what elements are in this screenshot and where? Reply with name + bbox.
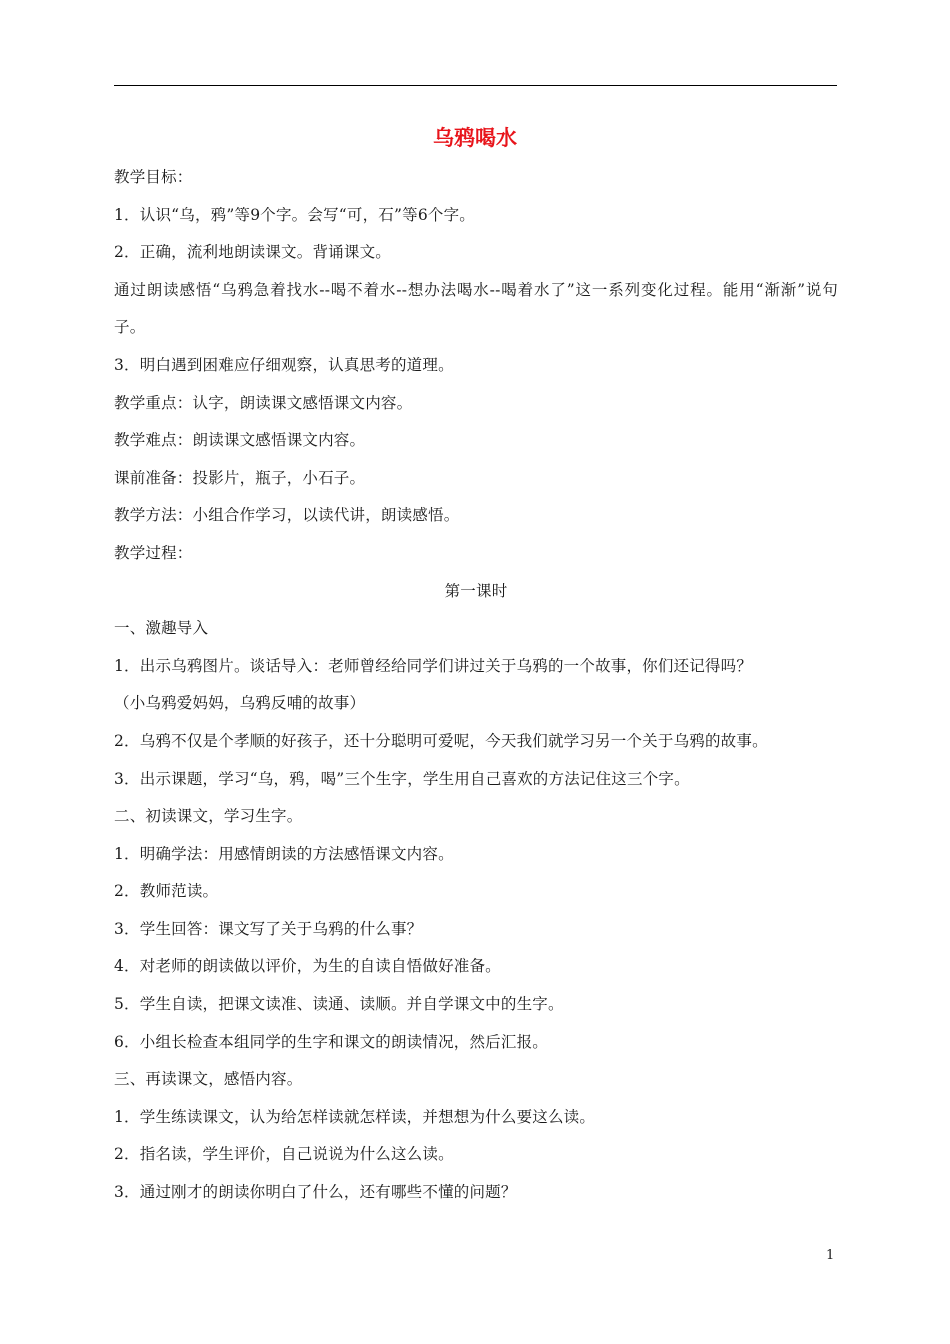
text-line: 1．学生练读课文，认为给怎样读就怎样读，并想想为什么要这么读。 [114,1107,596,1126]
text-line: 2．乌鸦不仅是个孝顺的好孩子，还十分聪明可爱呢，今天我们就学习另一个关于乌鸦的故事。 [114,731,768,750]
text-line: 2．教师范读。 [114,882,219,901]
text-line: 教学方法：小组合作学习，以读代讲，朗读感悟。 [114,506,460,525]
text-line: 二、初读课文，学习生字。 [114,807,303,826]
text-line: 一、激趣导入 [114,619,209,638]
header-rule [114,85,837,86]
text-line: 6．小组长检查本组同学的生字和课文的朗读情况，然后汇报。 [114,1032,548,1051]
text-line: 教学目标： [114,168,193,186]
text-paragraph: 通过朗读感悟“乌鸦急着找水--喝不着水--想办法喝水--喝着水了”这一系列变化过程。能用“渐渐”说句子。 [114,280,838,337]
text-line: 教学过程： [114,543,193,562]
text-line: 教学重点：认字，朗读课文感悟课文内容。 [114,393,413,412]
text-line: 5．学生自读，把课文读准、读通、读顺。并自学课文中的生字。 [114,995,564,1014]
text-line: 3．通过刚才的朗读你明白了什么，还有哪些不懂的问题？ [114,1183,517,1202]
page-number: 1 [826,1248,835,1263]
document-body [114,159,838,1212]
text-line: 1．出示乌鸦图片。谈话导入：老师曾经给同学们讲过关于乌鸦的一个故事，你们还记得吗？ [114,656,753,675]
document-title: 乌鸦喝水 [433,126,517,150]
text-line: 课前准备：投影片，瓶子，小石子。 [114,468,366,487]
text-line: 2．正确，流利地朗读课文。背诵课文。 [114,243,391,262]
section-heading: 第一课时 [444,581,508,600]
text-line: 3．学生回答：课文写了关于乌鸦的什么事？ [114,919,423,938]
text-line: 3．明白遇到困难应仔细观察，认真思考的道理。 [114,355,454,374]
text-line: 4．对老师的朗读做以评价，为生的自读自悟做好准备。 [114,957,501,976]
text-line: 3．出示课题，学习“乌，鸦，喝”三个生字，学生用自己喜欢的方法记住这三个字。 [114,769,690,788]
text-line: 1．认识“乌，鸦”等9个字。会写“可，石”等6个字。 [114,205,475,224]
text-line: 教学难点：朗读课文感悟课文内容。 [114,431,366,450]
text-line: 2．指名读，学生评价，自己说说为什么这么读。 [114,1145,454,1164]
text-line: 1．明确学法：用感情朗读的方法感悟课文内容。 [114,844,454,863]
text-line: （小乌鸦爱妈妈，乌鸦反哺的故事） [114,694,366,713]
text-line: 三、再读课文，感悟内容。 [114,1070,303,1089]
